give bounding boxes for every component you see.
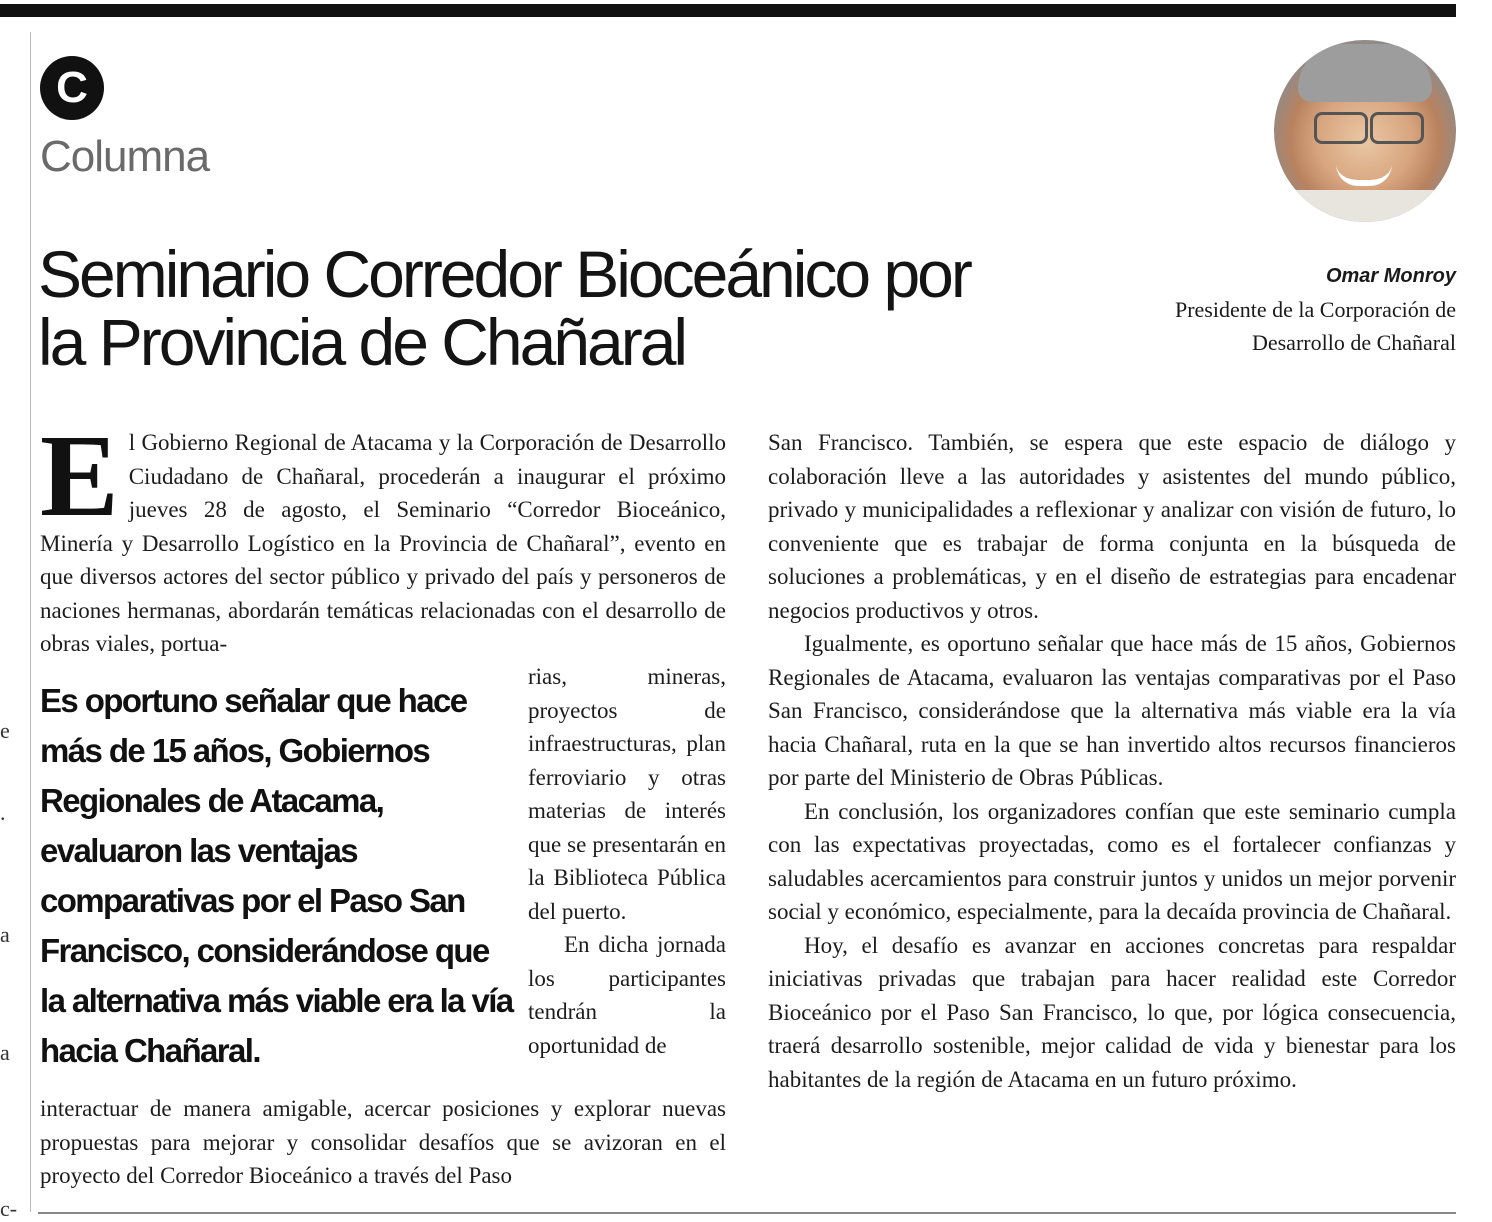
edge-fragment: c- [0, 1196, 18, 1221]
edge-fragment: a [0, 922, 10, 947]
article-paragraph: Hoy, el desafío es avanzar en acciones concretas para respaldar iniciativas privadas que trabajan para hacer realidad este Corredor Bioceánico por el Paso San Francisco, lo que, por lógica consecuencia, traerá desarrollo sostenible, mejor calidad de vida y bienestar para los habitantes de la región de Atacama en un futuro próximo. [768, 932, 1456, 1092]
drop-cap: E [40, 410, 119, 541]
article-headline: Seminario Corredor Bioceánico por la Provincia de Chañaral [38, 237, 970, 379]
section-label: Columna [40, 132, 210, 181]
paragraph-text: En dicha jornada los participantes tendrán la oportunidad de [528, 932, 726, 1058]
adjacent-column-fragments [0, 0, 18, 1221]
article-paragraph: En conclusión, los organizadores confían que este seminario cumpla con las expectativas proyectadas, como es el fortalecer confianzas y saludables acercamientos para construir juntos y unidos un mejor porvenir social y económico, especialmente, para la decaída provincia de Chañaral. [768, 798, 1456, 924]
article-column-2 [768, 426, 1456, 1096]
pull-quote: Es oportuno señalar que hace más de 15 años, Gobiernos Regionales de Atacama, evaluaron las ventajas comparativas por el Paso San Francisco, considerándose que la alternativa más viable era la vía hacia Chañaral. [40, 682, 513, 1069]
section-badge: C [40, 56, 104, 120]
article-paragraph [40, 410, 726, 661]
article-paragraph: San Francisco. También, se espera que este espacio de diálogo y colaboración lleve a las autoridades y asistentes del mundo público, privado y municipalidades a reflexionar y analizar con visión de futuro, lo conveniente que es trabajar de forma conjunta en la búsqueda de soluciones a problemáticas, y en el diseño de estrategias para encadenar negocios productivos y otros. [768, 430, 1456, 623]
author-photo [1274, 40, 1456, 222]
edge-fragment: e [0, 718, 10, 743]
article-paragraph: interactuar de manera amigable, acercar posiciones y explorar nuevas propuestas para mejorar y consolidar desafíos que se avizoran en el proyecto del Corredor Bioceánico a través del Paso [40, 1096, 726, 1188]
paragraph-text: rias, mineras, proyectos de infraestructuras, plan ferroviario y otras materias de interés que se presentarán en la Biblioteca Pública del puerto. [528, 664, 726, 924]
byline [1036, 260, 1456, 359]
edge-fragment: a [0, 1040, 10, 1065]
paragraph-text: l Gobierno Regional de Atacama y la Corporación de Desarrollo Ciudadano de Chañaral, procederán a inaugurar el próximo jueves 28 de agosto, el Seminario “Corredor Bioceánico, Minería y Desarrollo Logístico en la Provincia de Chañaral”, evento en que diversos actores del sector público y privado del país y personeros de naciones hermanas, abordarán temáticas relacionadas con el desarrollo de obras viales, portua- [40, 430, 726, 656]
author-role: Presidente de la Corporación de [1174, 297, 1456, 322]
author-role: Desarrollo de Chañaral [1251, 330, 1456, 355]
narrow-column [528, 660, 726, 1062]
column-divider-left [30, 32, 31, 1212]
author-name: Omar Monroy [1325, 265, 1456, 287]
bottom-rule [38, 1212, 1456, 1214]
edge-fragment: . [0, 800, 6, 825]
top-rule [0, 4, 1456, 17]
article-paragraph: Igualmente, es oportuno señalar que hace más de 15 años, Gobiernos Regionales de Atacama, evaluaron las ventajas comparativas por el Paso San Francisco, considerándose que la alternativa más viable era la vía hacia Chañaral, ruta en la que se han invertido altos recursos financieros por parte del Ministerio de Obras Públicas. [768, 631, 1456, 790]
